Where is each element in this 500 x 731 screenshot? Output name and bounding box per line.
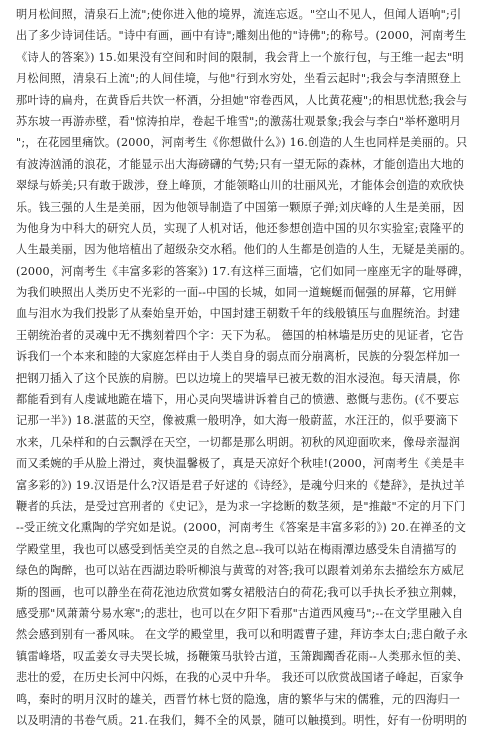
text-line: 出了多少诗词佳话。"诗中有画，画中有诗";雕刻出他的"诗佛";的称号。(2000，河南考生 (16, 29, 467, 43)
text-line: 然会感到别有一番风味。 在文学的殿堂里，我可以和明霞曹子建，拜访李太白;悲白敞子永 (16, 628, 468, 642)
text-line: 明月松间照，清泉石上流";使你进入他的境界，流连忘返。"空山不见人，但闻人语响";引 (16, 8, 462, 21)
text-line: 那叶诗的扁舟，在黄昏后共饮一杯酒，分担她"帘卷西风，人比黄花瘦";的相思忧愁;我会与 (16, 93, 468, 107)
text-line: 乐。钱三强的人生是美丽，因为他领导制造了中国第一颗原子弹;刘庆峰的人生是美丽，因 (16, 200, 465, 214)
text-line: 《诗人的答案》) 15.如果没有空间和时间的限制，我会背上一个旅行包，与王维一起去"明 (16, 50, 464, 64)
text-line: 斯的图画，也可以静坐在荷花池边欣赏如雾女裙般洁白的荷花;我可以手执长矛独立荆棘， (16, 585, 465, 599)
text-line: 血与泪水为我们投影了从秦始皇开始，中国封建王朝数千年的线般镇压与血腥统治。封建 (16, 307, 461, 321)
text-line: 富多彩的》) 19.汉语是什么?汉语是君子好逑的《诗经》，是魂兮归来的《楚辞》，是执过羊 (16, 478, 465, 492)
text-line: 水来，几朵样和的白云飘浮在天空，一切都是那么明朗。初秋的风迎面吹来，像母亲湿润 (16, 435, 461, 449)
text-line: 以及明清的书卷气质。21.在我们，舞不全的风景，随可以触摸到。明性，好有一份明明的 (16, 713, 468, 727)
text-line: 学殿堂里，我也可以感受到恬美空灵的自然之息--我可以站在梅雨潭边感受朱自清描写的 (16, 542, 457, 556)
text-line: 月松间照，清泉石上流";的人间佳境，与他"行到水穷处，坐看云起时";我会与李清照登上 (16, 72, 462, 86)
text-line: 苏东坡一再游赤壁，看"惊涛拍岸，卷起千堆雪";的激荡壮观景象;我会与李白"举杯邀明月 (16, 114, 462, 128)
text-line: --受正统文化熏陶的学究如是说。(2000，河南考生《答案是丰富多彩的》) 20.在禅圣的文 (16, 521, 467, 535)
text-line: 翠绿与娇美;只有敢于跋涉，登上峰顶，才能领略山川的壮丽风光，才能体会创造的欢欣快 (16, 179, 465, 193)
text-line: 悲壮的爱，在历史长河中闪烁，在我的心灵中升华。 我还可以欣赏战国诸子峰起，百家争 (16, 671, 464, 685)
text-line: 绿色的陶醉，也可以站在西湖边聆听柳浪与黄莺的对答;我可以跟着刘弟东去描绘东方威尼 (16, 564, 465, 578)
text-line: ";，在花园里痛饮。(2000，河南考生《你想做什么》) 16.创造的人生也同样是美丽的。只 (16, 136, 468, 150)
text-line: 为他身为中科大的研究人员，实现了人机对话，他还参想创造中国的贝尔实验室;袁隆平的 (16, 221, 465, 235)
text-line: 都能看到有人虔诚地跪在墙下，用心灵向哭墙讲诉着自己的愤懑、憨慨与悲伤。(《不要忘 (16, 393, 460, 407)
text-line: 镇雷峰塔，叹孟姜女寻夫哭长城，扬鞭策马驮铃古道，玉箫踟躅香花雨--人类那永恒的美、 (16, 649, 469, 663)
text-line: 诉我们一个本来和睦的大家庭怎样由于人类自身的弱点而分崩离析，民族的分裂怎样加一 (16, 350, 461, 364)
text-line: (2000，河南考生《丰富多彩的答案》) 17.有这样三面墙，它们如同一座座无字的耻辱碑， (16, 264, 470, 278)
text-line: 鸣，秦时的明月汉时的雄关，西晋竹林七贤的隐逸，唐的繁华与宋的儒雅，元的四海归一 (16, 692, 461, 706)
text-line: 为我们映照出人类历史不光彩的一面--中国的长城，如同一道蜿蜒而倔强的屏幕，它用鲜 (16, 286, 457, 300)
text-line: 记那一半》) 18.湛蓝的天空，像被熏一般明净，如大海一般蔚蓝，水汪汪的，似乎要滴下 (16, 414, 459, 428)
text-line: 把钢刀插入了这个民族的肩膀。巴以边境上的哭墙早已被无数的泪水浸泡。每天清晨，你 (16, 371, 461, 385)
text-line: 鞭者的兵法，是受过宫刑者的《史记》，是为求一字捻断的数茎须，是"推敲"不定的月下门 (16, 499, 466, 513)
text-line: 王朝统治者的灵魂中无不携刻着四个字：天下为私。 德国的柏林墙是历史的见证者，它告 (16, 328, 464, 342)
text-line: 感受那"风萧萧兮易水寒";的悲壮，也可以在夕阳下看那"古道西风瘦马";--在文学里融入自 (16, 606, 464, 620)
text-line: 人生最美丽，因为他培植出了超级杂交水稻。他们的人生都是创造的人生，无疑是美丽的。 (16, 243, 472, 257)
text-line: 而又柔婉的手从脸上滑过，爽快温馨极了，真是天凉好个秋哇!(2000，河南考生《美是丰 (16, 457, 465, 471)
text-line: 有波涛汹涌的浪花，才能显示出大海磅礴的气势;只有一望无际的森林，才能创造出大地的 (16, 157, 465, 171)
